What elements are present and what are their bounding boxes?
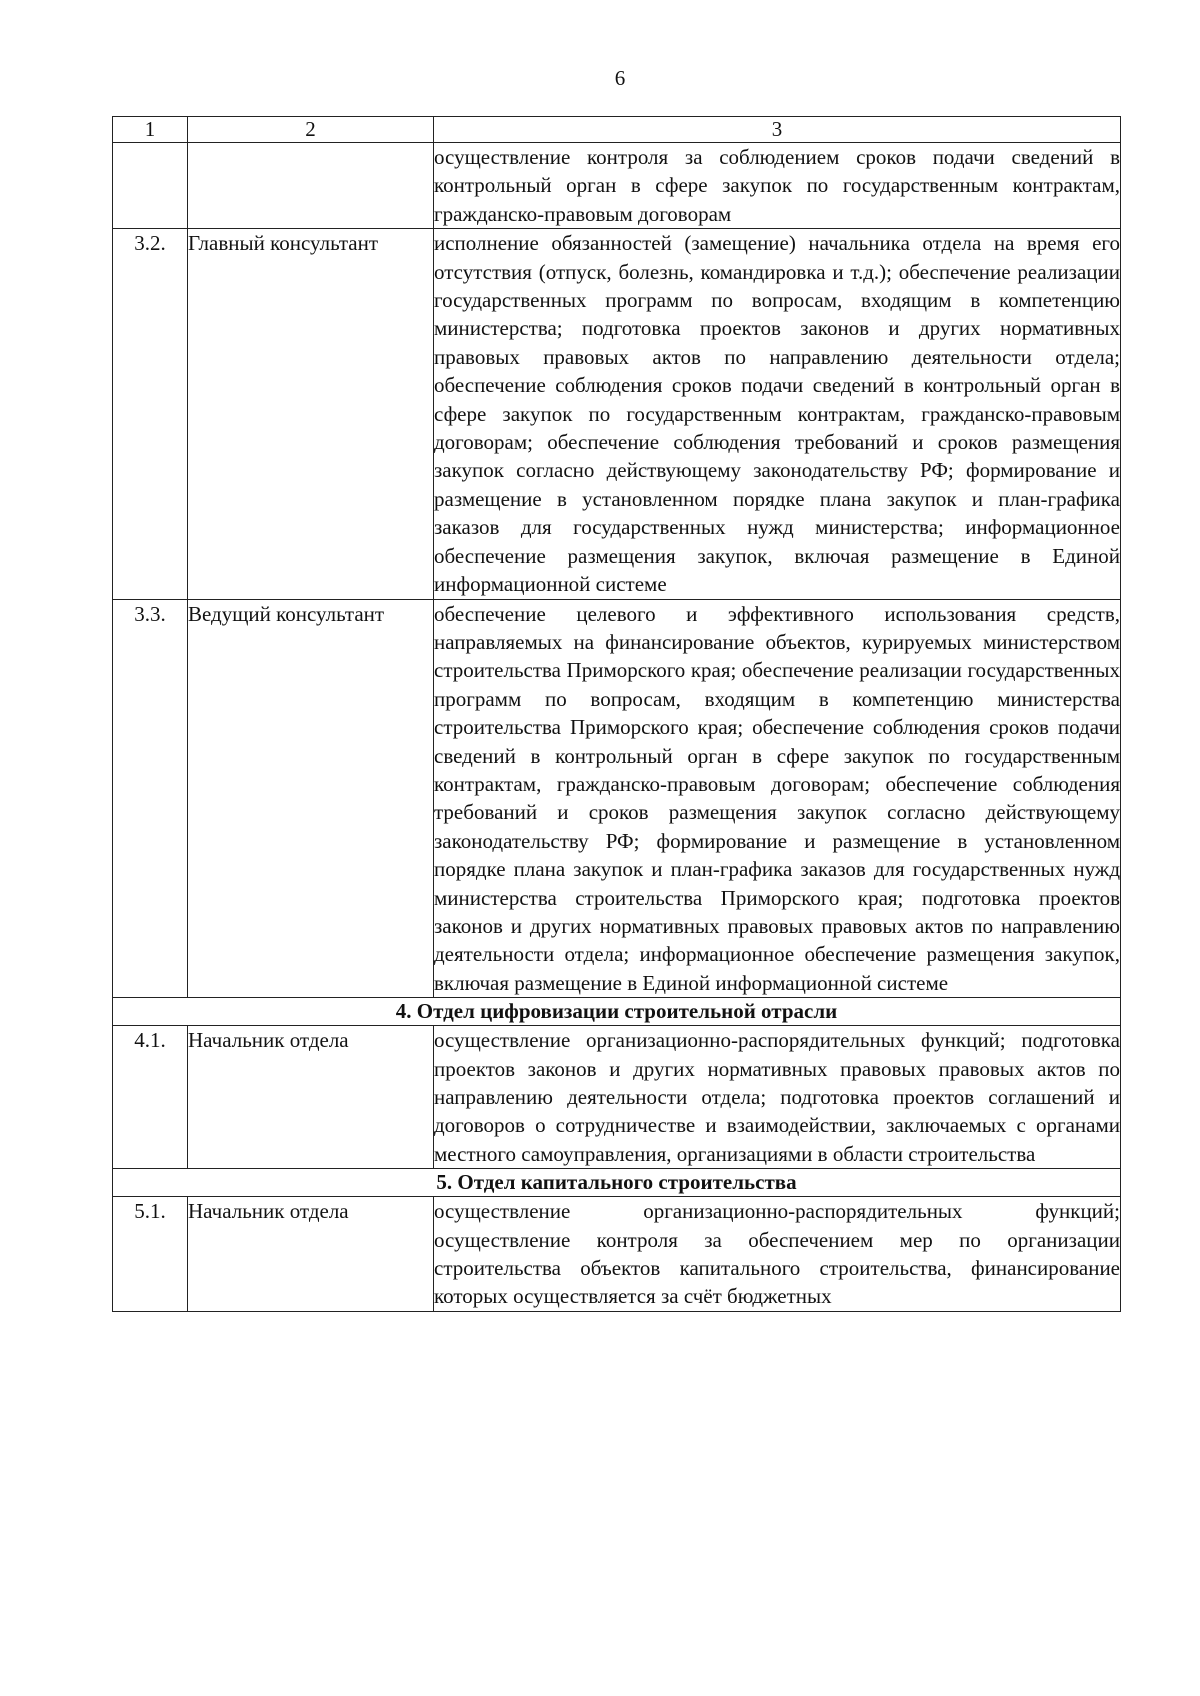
header-col-2: 2	[188, 117, 434, 143]
header-col-1: 1	[113, 117, 188, 143]
row-number: 3.2.	[113, 229, 188, 599]
section-heading-row	[113, 1169, 1121, 1197]
table-row	[113, 599, 1121, 998]
duties-text: осуществление организационно-распорядительных функций; подготовка проектов законов и других нормативных правовых правовых актов по направлению деятельности отдела; подготовка проектов соглашений и договоров о сотрудничестве и взаимодействии, заключаемых с органами местного самоуправления, организациями в области строительства	[434, 1026, 1121, 1169]
duties-text: осуществление контроля за соблюдением сроков подачи сведений в контрольный орган в сфере закупок по государственным контрактам, гражданско-правовым договорам	[434, 143, 1121, 229]
table-header-row	[113, 117, 1121, 143]
table-row	[113, 143, 1121, 229]
duties-text: обеспечение целевого и эффективного использования средств, направляемых на финансирование объектов, курируемых министерством строительства Приморского края; обеспечение реализации государственных программ по вопросам, входящим в компетенцию министерства строительства Приморского края; обеспечение соблюдения сроков подачи сведений в контрольный орган в сфере закупок по государственным контрактам, гражданско-правовым договорам; обеспечение соблюдения требований и сроков размещения закупок согласно действующему законодательству РФ; формирование и размещение в установленном порядке плана закупок и план-графика заказов для государственных нужд министерства строительства Приморского края; подготовка проектов законов и других нормативных правовых правовых актов по направлению деятельности отдела; информационное обеспечение размещения закупок, включая размещение в Единой информационной системе	[434, 599, 1121, 998]
duties-text: осуществление организационно-распорядительных функций; осуществление контроля за обеспечением мер по организации строительства объектов капитального строительства, финансирование которых осуществляется за счёт бюджетных	[434, 1197, 1121, 1312]
position-title	[188, 143, 434, 229]
position-title: Главный консультант	[188, 229, 434, 599]
position-title: Начальник отдела	[188, 1197, 434, 1312]
duties-text: исполнение обязанностей (замещение) начальника отдела на время его отсутствия (отпуск, болезнь, командировка и т.д.); обеспечение реализации государственных программ по вопросам, входящим в компетенцию министерства; подготовка проектов законов и других нормативных правовых правовых актов по направлению деятельности отдела; обеспечение соблюдения сроков подачи сведений в контрольный орган в сфере закупок по государственным контрактам, гражданско-правовым договорам; обеспечение соблюдения требований и сроков размещения закупок согласно действующему законодательству РФ; формирование и размещение в установленном порядке плана закупок и план-графика заказов для государственных нужд министерства; информационное обеспечение размещения закупок, включая размещение в Единой информационной системе	[434, 229, 1121, 599]
row-number: 3.3.	[113, 599, 188, 998]
table-row	[113, 229, 1121, 599]
position-title: Начальник отдела	[188, 1026, 434, 1169]
section-heading: 4. Отдел цифровизации строительной отрасли	[113, 998, 1121, 1026]
section-heading: 5. Отдел капитального строительства	[113, 1169, 1121, 1197]
duties-table	[112, 116, 1121, 1312]
table-row	[113, 1026, 1121, 1169]
row-number: 5.1.	[113, 1197, 188, 1312]
row-number	[113, 143, 188, 229]
row-number: 4.1.	[113, 1026, 188, 1169]
position-title: Ведущий консультант	[188, 599, 434, 998]
page-number: 6	[614, 66, 626, 90]
section-heading-row	[113, 998, 1121, 1026]
header-col-3: 3	[434, 117, 1121, 143]
table-row	[113, 1197, 1121, 1312]
